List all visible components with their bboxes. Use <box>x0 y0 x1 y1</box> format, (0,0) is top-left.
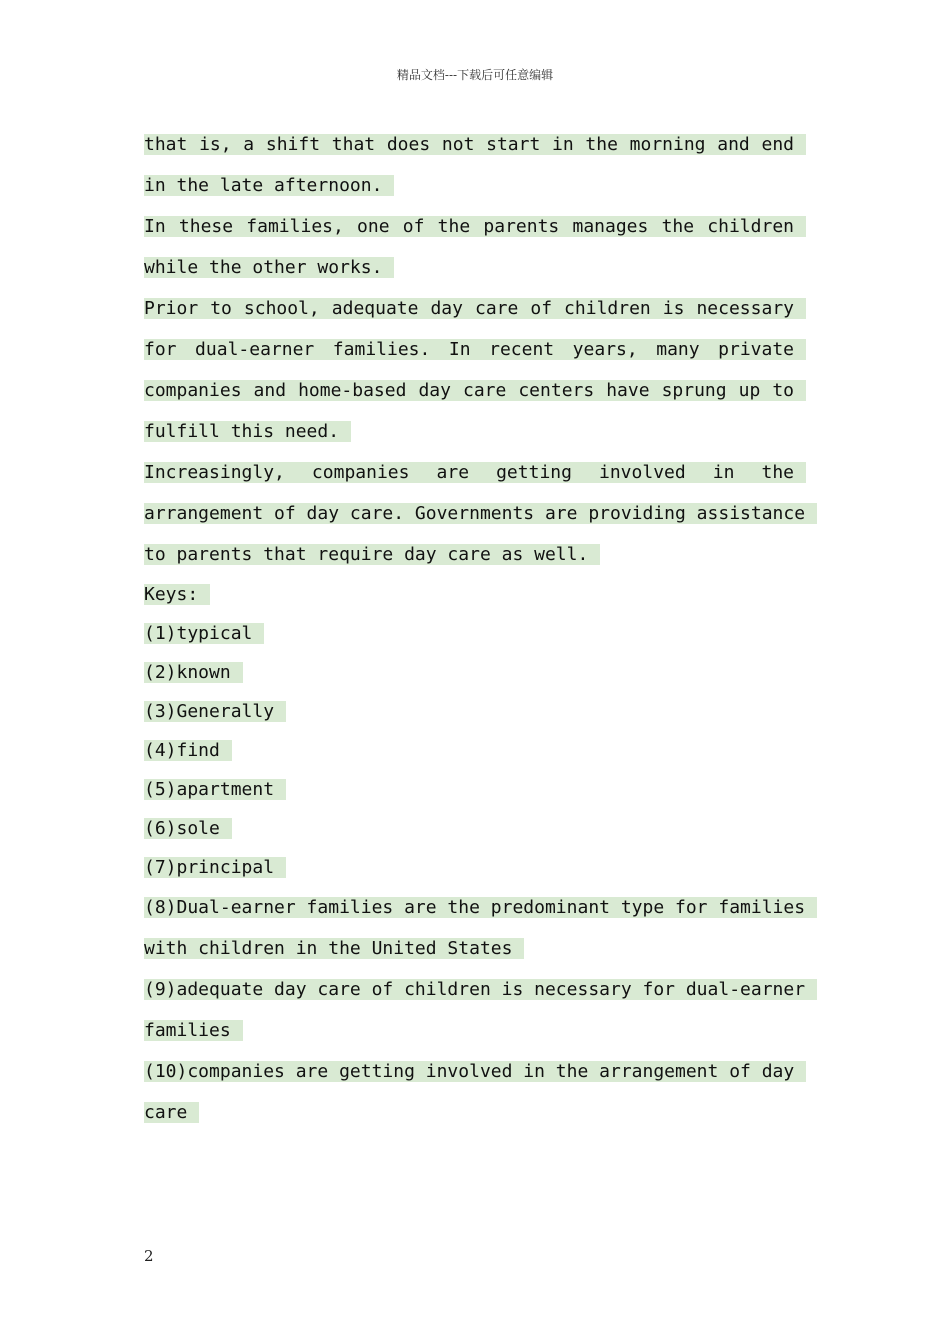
keys-heading <box>144 575 806 614</box>
key-item-text: (8)Dual-earner families are the predominant type for families with children in the United States <box>144 897 817 959</box>
key-item <box>144 809 806 848</box>
key-item-text: (6)sole <box>144 818 232 839</box>
key-item <box>144 692 806 731</box>
key-item-text: (5)apartment <box>144 779 286 800</box>
key-item <box>144 731 806 770</box>
key-item <box>144 653 806 692</box>
key-item-text: (3)Generally <box>144 701 286 722</box>
paragraph <box>144 452 806 575</box>
paragraph <box>144 206 806 288</box>
key-item <box>144 614 806 653</box>
paragraph <box>144 124 806 206</box>
key-item-text: (1)typical <box>144 623 264 644</box>
key-item <box>144 969 806 1051</box>
key-item-text: (4)find <box>144 740 232 761</box>
paragraph-text: Increasingly, companies are getting involved in the arrangement of day care. Governments are providing assistance to parents that require day care as well. <box>144 462 817 565</box>
paragraph-text: that is, a shift that does not start in the morning and end in the late afternoon. <box>144 134 806 196</box>
keys-heading-text: Keys: <box>144 584 210 605</box>
document-body <box>144 124 806 1133</box>
key-item-text: (10)companies are getting involved in the arrangement of day care <box>144 1061 806 1123</box>
key-item-text: (7)principal <box>144 857 286 878</box>
page-number: 2 <box>144 1247 154 1265</box>
paragraph-text: Prior to school, adequate day care of children is necessary for dual-earner families. In recent years, many private companies and home-based day care centers have sprung up to fulfill this need. <box>144 298 806 442</box>
key-item <box>144 848 806 887</box>
key-item <box>144 770 806 809</box>
key-item <box>144 887 806 969</box>
paragraph-text: In these families, one of the parents manages the children while the other works. <box>144 216 806 278</box>
key-item-text: (9)adequate day care of children is necessary for dual-earner families <box>144 979 817 1041</box>
paragraph <box>144 288 806 452</box>
key-item-text: (2)known <box>144 662 243 683</box>
key-item <box>144 1051 806 1133</box>
page-header: 精品文档---下载后可任意编辑 <box>396 68 554 82</box>
